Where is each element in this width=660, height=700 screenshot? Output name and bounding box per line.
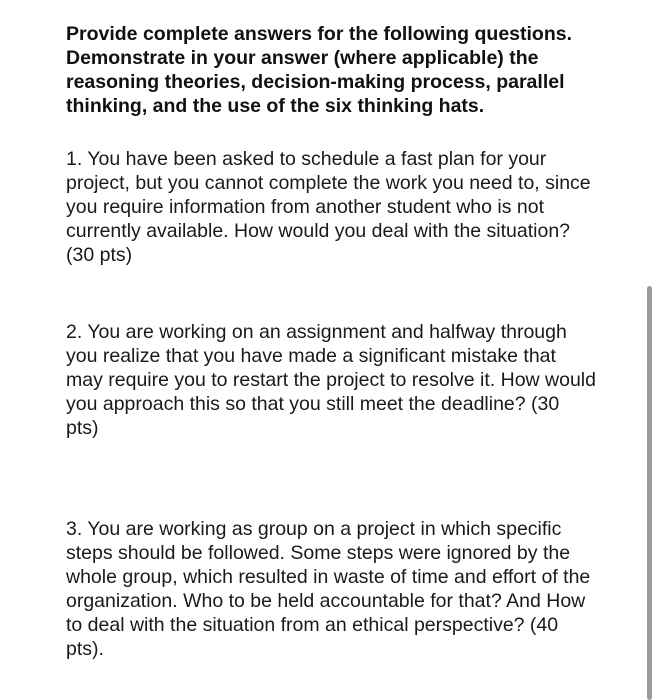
- vertical-scrollbar[interactable]: [646, 286, 654, 700]
- question-2: 2. You are working on an assignment and halfway through you realize that you have made a significant mistake that may require you to restart the project to resolve it. How would you approach this so that you still meet the deadline? (30 pts): [66, 321, 596, 439]
- question-3: 3. You are working as group on a project in which specific steps should be followed. Some steps were ignored by the whole group, which resulted in waste of time and effort of the organization. Who to be held accountable for that? And How to deal with the situation from an ethical perspective? (40 pts).: [66, 518, 591, 660]
- document-body: [66, 22, 596, 661]
- instructions-heading: Provide complete answers for the following questions. Demonstrate in your answer (where applicable) the reasoning theories, decision-making process, parallel thinking, and the use of the six thinking hats.: [66, 23, 573, 117]
- scrollbar-thumb[interactable]: [647, 286, 652, 700]
- question-1: 1. You have been asked to schedule a fast plan for your project, but you cannot complete the work you need to, since you require information from another student who is not currently available. How would you deal with the situation? (30 pts): [66, 148, 591, 266]
